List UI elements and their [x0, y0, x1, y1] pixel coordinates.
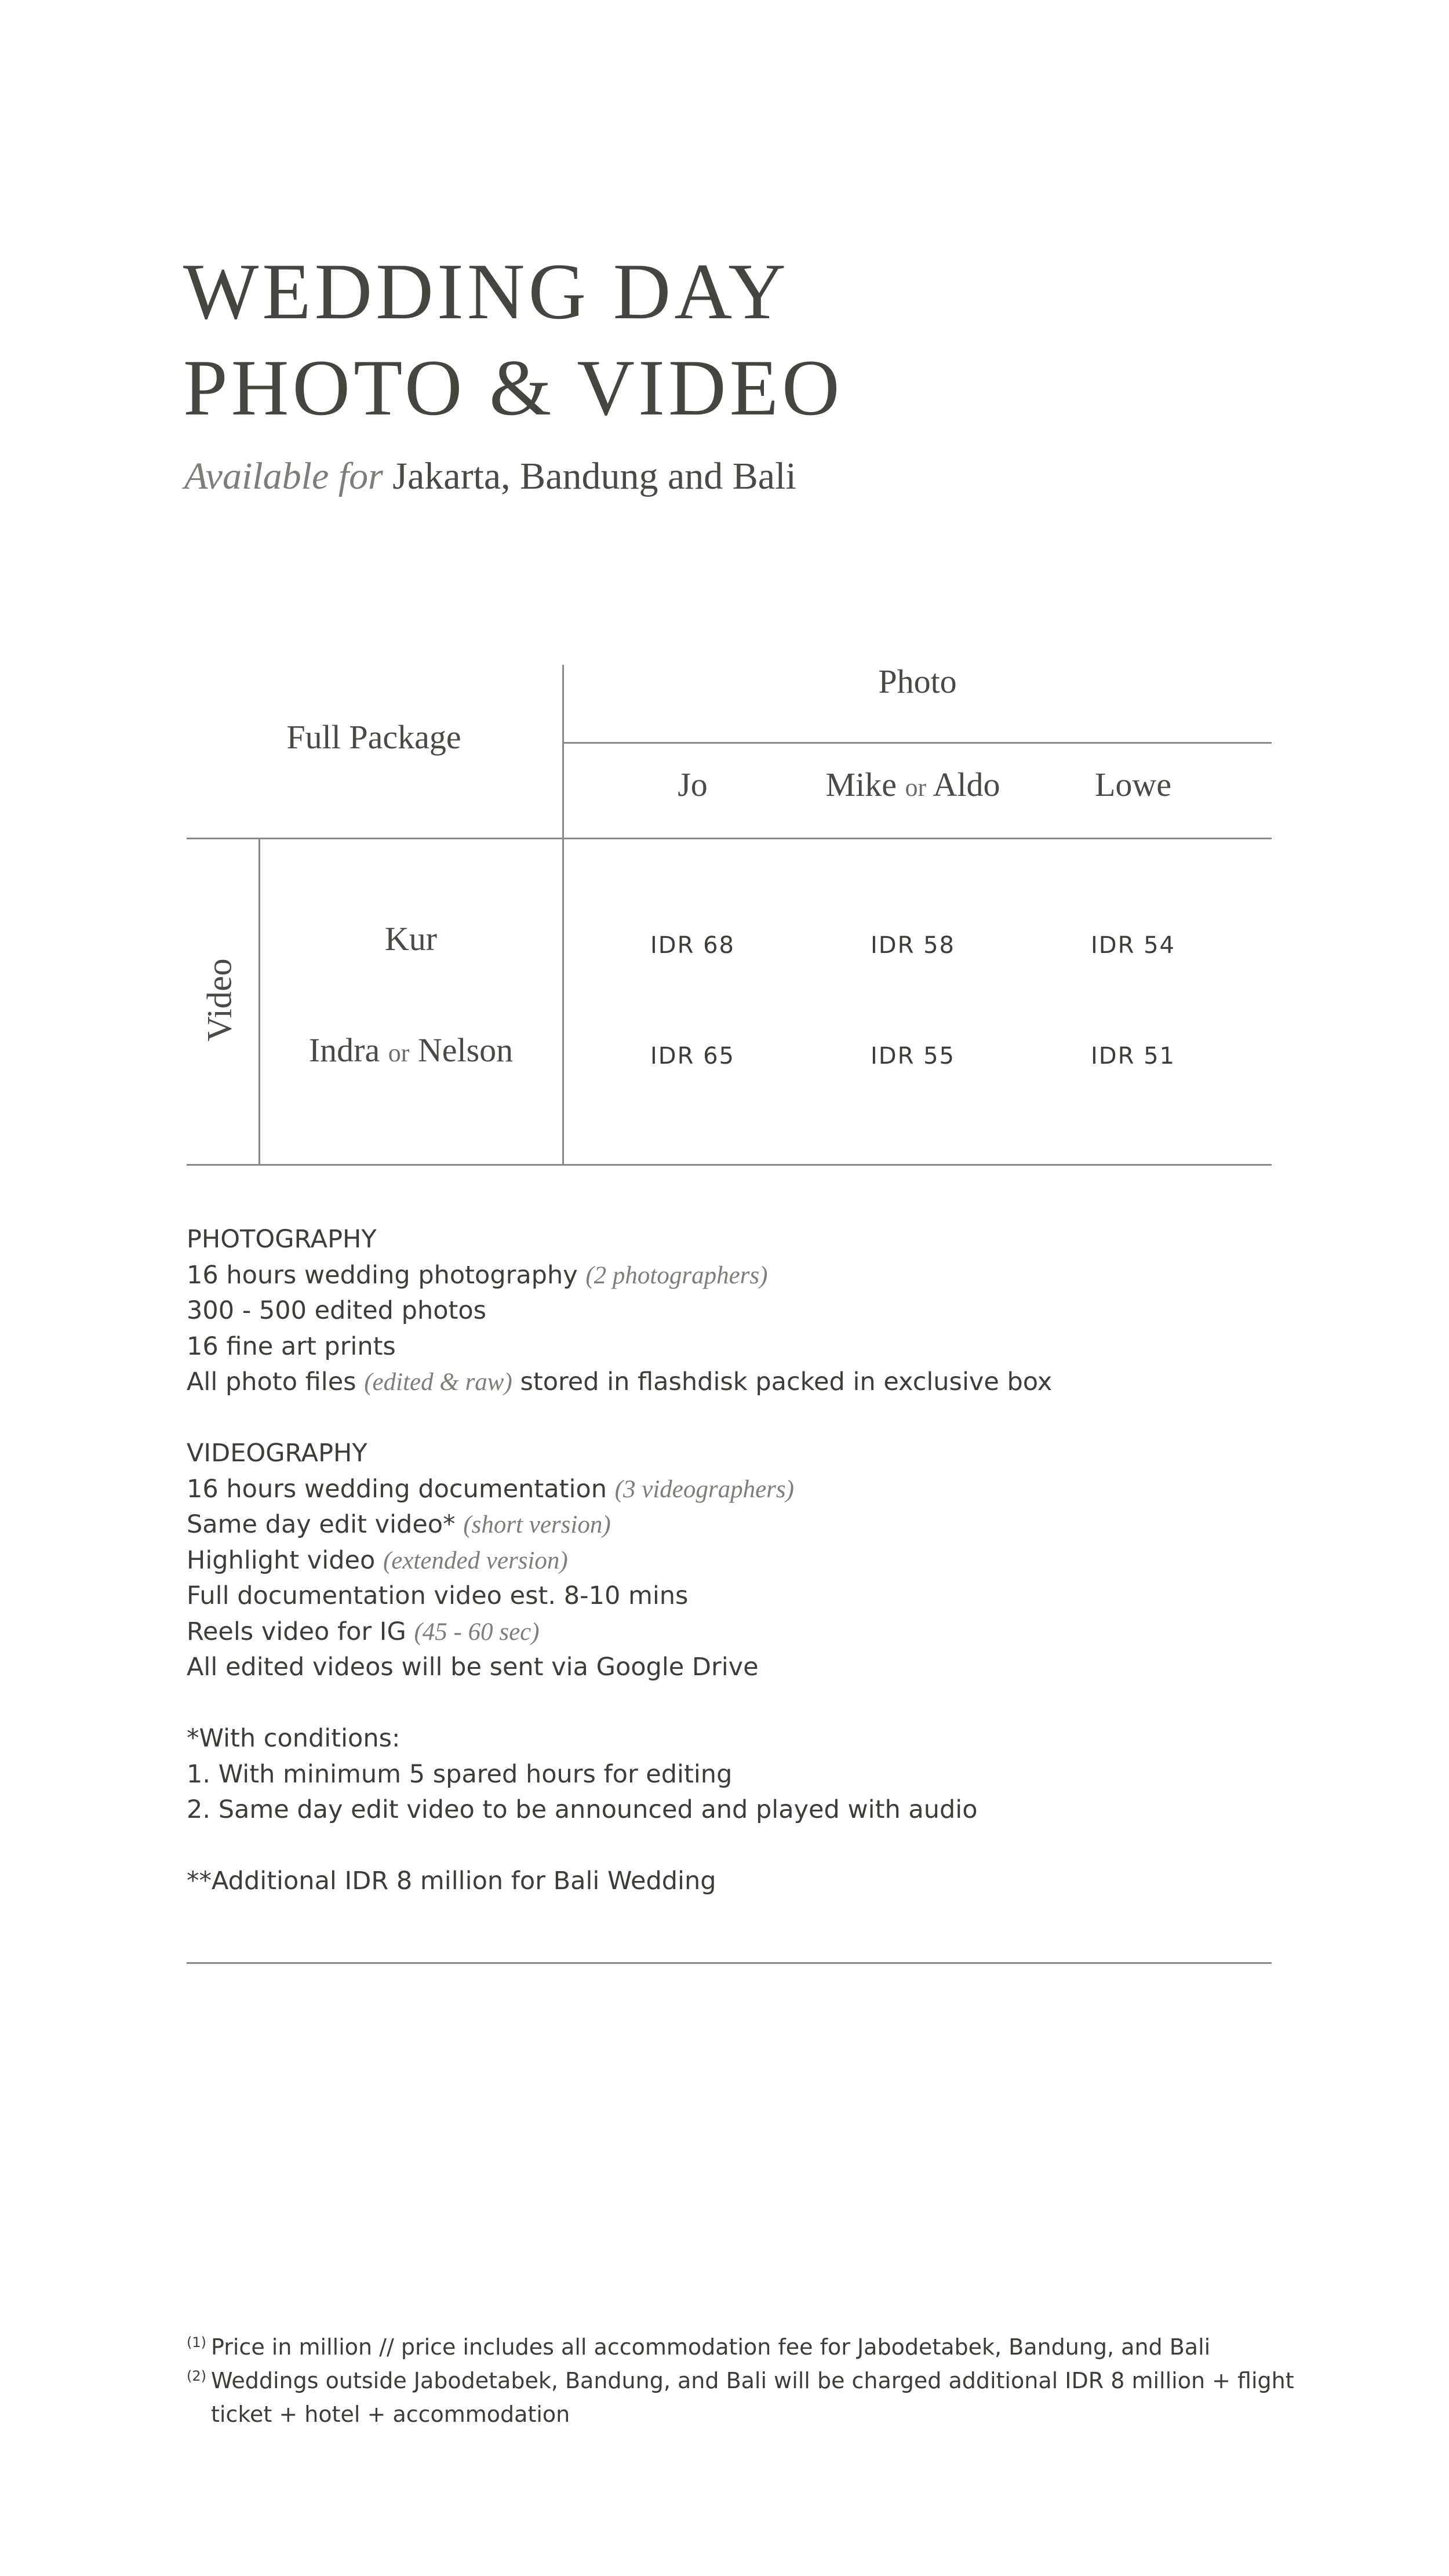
videographer-nelson: Nelson: [417, 1031, 514, 1069]
videographer-indra-or-nelson: [261, 1031, 561, 1069]
item-text: 16 hours wedding photography: [187, 1260, 578, 1290]
list-item: All edited videos will be sent via Google Drive: [187, 1653, 759, 1682]
locations: Jakarta, Bandung and Bali: [392, 455, 796, 497]
item-note: (edited & raw): [364, 1369, 512, 1396]
item-text-after: stored in flashdisk packed in exclusive box: [520, 1367, 1053, 1396]
condition-item: 1. With minimum 5 spared hours for editing: [187, 1759, 733, 1789]
spacer: [187, 1400, 1288, 1436]
item-note: (extended version): [383, 1547, 568, 1574]
title-line-2: PHOTO & VIDEO: [183, 343, 843, 432]
footnote-1: [187, 2330, 1334, 2364]
photographer-jo: Jo: [678, 766, 708, 803]
videography-heading: VIDEOGRAPHY: [187, 1439, 367, 1468]
corner-label: Full Package: [286, 718, 461, 756]
photo-group-label: Photo: [878, 663, 957, 700]
table-divider-bottom: [187, 1164, 1272, 1166]
conditions-heading: *With conditions:: [187, 1724, 401, 1753]
list-item: [187, 1614, 1288, 1650]
photographer-lowe: Lowe: [1094, 766, 1172, 803]
list-item: 16 fine art prints: [187, 1331, 396, 1361]
price-indra-nelson-jo: IDR 65: [650, 1043, 735, 1069]
list-item: [187, 1365, 1288, 1400]
list-item: Full documentation video est. 8-10 mins: [187, 1581, 689, 1610]
video-group-label: Video: [200, 958, 239, 1042]
list-item: [187, 1543, 1288, 1579]
item-note: (short version): [463, 1511, 611, 1538]
footnotes: [187, 2330, 1334, 2431]
item-note: (3 videographers): [614, 1475, 794, 1503]
item-text: Reels video for IG: [187, 1617, 406, 1646]
condition-item: 2. Same day edit video to be announced and played with audio: [187, 1795, 978, 1824]
photographer-aldo: Aldo: [933, 766, 1000, 803]
price-kur-lowe: IDR 54: [1090, 932, 1175, 959]
table-divider-video-label: [259, 839, 260, 1165]
footnote-marker: (2): [187, 2368, 206, 2384]
photographer-mike: Mike: [825, 766, 897, 803]
list-item: [187, 1472, 1288, 1508]
package-details: [187, 1222, 1288, 1900]
list-item: 300 - 500 edited photos: [187, 1296, 487, 1325]
photography-heading: PHOTOGRAPHY: [187, 1225, 377, 1254]
item-text: Highlight video: [187, 1545, 376, 1575]
or-word: or: [905, 773, 927, 802]
item-text: All photo files: [187, 1367, 356, 1396]
price-kur-mike-aldo: IDR 58: [870, 932, 955, 959]
table-divider-photo-header: [563, 742, 1272, 744]
or-word: or: [388, 1039, 410, 1067]
price-indra-nelson-mike-aldo: IDR 55: [870, 1043, 955, 1069]
table-divider-vertical-main: [562, 665, 564, 1165]
page-title: [183, 243, 843, 436]
details-divider: [187, 1962, 1272, 1964]
list-item: [187, 1258, 1288, 1294]
item-text: Same day edit video*: [187, 1510, 456, 1539]
available-prefix: Available for: [184, 455, 383, 497]
footnote-2: [187, 2364, 1334, 2431]
spacer: [187, 1686, 1288, 1722]
title-line-1: WEDDING DAY: [183, 247, 789, 336]
item-note: (2 photographers): [585, 1261, 768, 1289]
item-note: (45 - 60 sec): [414, 1618, 540, 1646]
list-item: [187, 1507, 1288, 1543]
bali-note: **Additional IDR 8 million for Bali Wedding: [187, 1866, 716, 1895]
videographer-kur: Kur: [384, 920, 438, 958]
videographer-indra: Indra: [308, 1031, 380, 1069]
table-divider-header: [187, 838, 1272, 839]
footnote-text: Price in million // price includes all accommodation fee for Jabodetabek, Bandung, and Bali: [211, 2334, 1211, 2360]
spacer: [187, 1828, 1288, 1864]
price-kur-jo: IDR 68: [650, 932, 735, 959]
availability-subtitle: [184, 454, 796, 499]
footnote-text: Weddings outside Jabodetabek, Bandung, and Bali will be charged additional IDR 8 million + flight ticket + hotel + accommodation: [211, 2368, 1294, 2427]
item-text: 16 hours wedding documentation: [187, 1474, 607, 1504]
footnote-marker: (1): [187, 2334, 206, 2351]
photographer-mike-or-aldo: [780, 765, 1046, 804]
price-indra-nelson-lowe: IDR 51: [1090, 1043, 1175, 1069]
